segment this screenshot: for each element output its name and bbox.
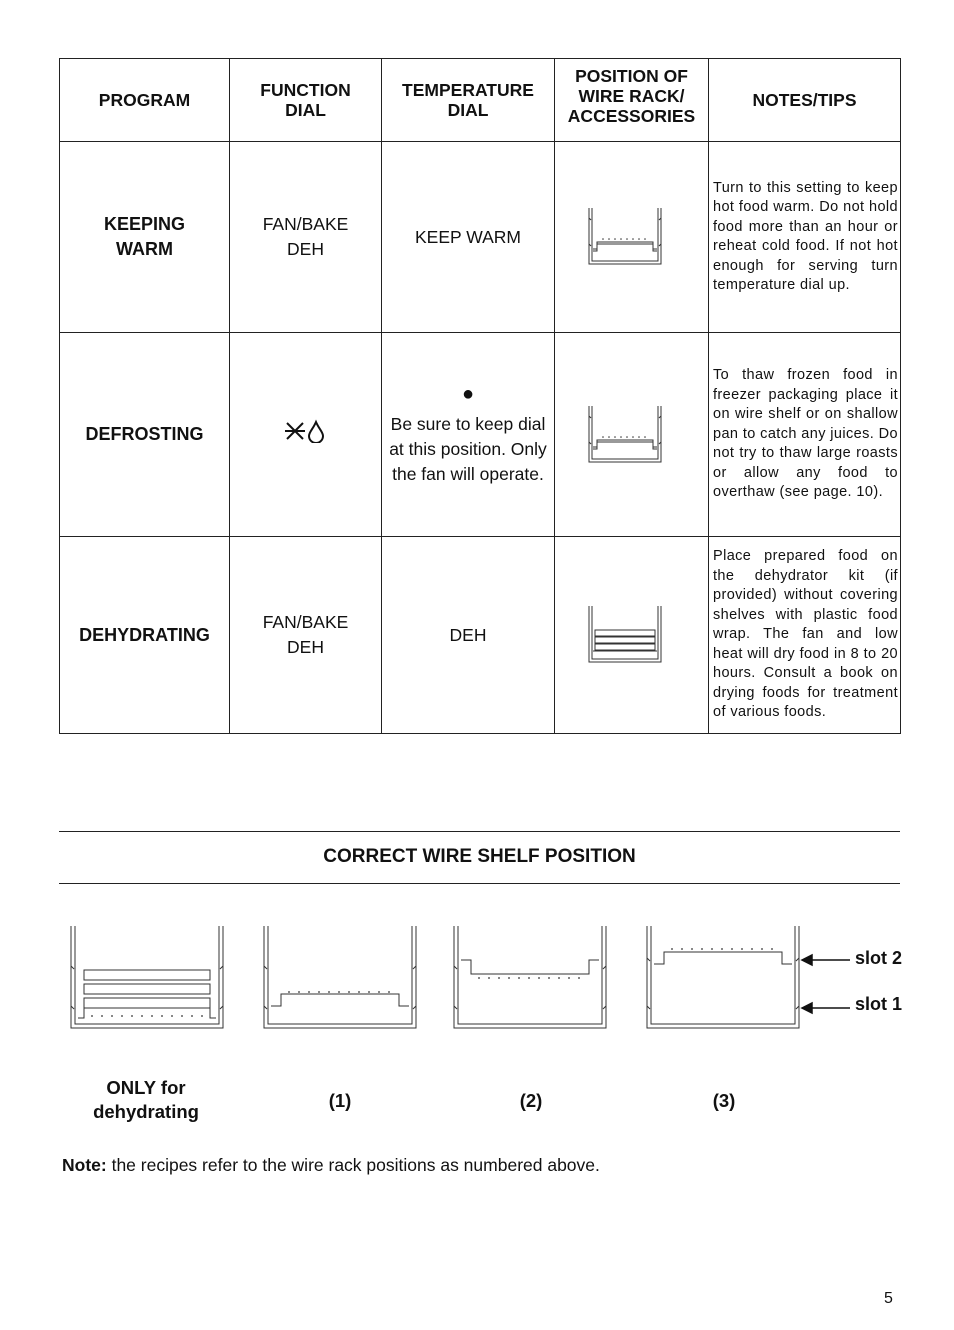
- slot-2-label: slot 2: [855, 948, 903, 968]
- function-dial-value: [230, 333, 382, 537]
- header-function-dial: FUNCTION DIAL: [230, 59, 382, 142]
- rack-position-2-diagram: [451, 922, 609, 1034]
- temperature-dial-cell: [382, 333, 555, 537]
- caption-dehydrating: ONLY for dehydrating: [93, 1077, 199, 1122]
- defrost-icon: [283, 419, 329, 443]
- slot-1-label: slot 1: [855, 994, 903, 1014]
- notes-text: Turn to this setting to keep hot food warm. Do not hold food more than an hour or reheat cold food. If not hot enough for serving turn temperature dial up.: [709, 142, 901, 333]
- caption-position-1: (1): [328, 1090, 352, 1111]
- caption-position-2: (2): [519, 1090, 543, 1111]
- slot-arrows: [798, 950, 854, 1016]
- note-text: the recipes refer to the wire rack positions as numbered above.: [106, 1155, 600, 1175]
- table-row: [60, 537, 901, 734]
- function-dial-value: FAN/BAKE DEH: [230, 537, 382, 734]
- oven-rack-low-icon: [585, 404, 665, 466]
- temperature-dial-value: DEH: [382, 537, 555, 734]
- function-dial-value: FAN/BAKE DEH: [230, 142, 382, 333]
- section-title: CORRECT WIRE SHELF POSITION: [323, 846, 636, 867]
- rack-position-diagram: [555, 537, 709, 734]
- rack-position-1-diagram: [261, 922, 419, 1034]
- table-row: [60, 333, 901, 537]
- arrow-left-icon: [802, 955, 812, 965]
- table-row: [60, 142, 901, 333]
- oven-dehydrator-rack-icon: [585, 604, 665, 666]
- temperature-dial-value: KEEP WARM: [382, 142, 555, 333]
- program-table: [59, 58, 901, 734]
- note-paragraph: [62, 1155, 600, 1176]
- program-name: KEEPING WARM: [60, 142, 230, 333]
- header-position: POSITION OF WIRE RACK/ ACCESSORIES: [555, 59, 709, 142]
- section-divider-bottom: [59, 883, 900, 884]
- notes-text: Place prepared food on the dehydrator kit (if provided) without covering shelves with plastic food wrap. The fan and low heat will dry food in 8 to 20 hours. Consult a book on drying foods for treatment of various foods.: [709, 537, 901, 734]
- note-label: Note:: [62, 1155, 107, 1175]
- arrow-left-icon: [802, 1003, 812, 1013]
- section-divider-top: [59, 831, 900, 832]
- notes-text: To thaw frozen food in freezer packaging place it on wire shelf or on shallow pan to catch any juices. Do not try to thaw large roasts or allow any food to overthaw (see page. 10).: [709, 333, 901, 537]
- dial-position-dot: ●: [461, 383, 475, 405]
- header-notes: NOTES/TIPS: [709, 59, 901, 142]
- program-name: DEHYDRATING: [60, 537, 230, 734]
- table-header-row: [60, 59, 901, 142]
- temperature-dial-value: Be sure to keep dial at this position. Only the fan will operate.: [389, 414, 547, 484]
- dehydrating-rack-diagram: [68, 922, 226, 1034]
- oven-rack-low-icon: [585, 206, 665, 268]
- page-number: 5: [884, 1290, 893, 1307]
- program-name: DEFROSTING: [60, 333, 230, 537]
- rack-position-diagram: [555, 333, 709, 537]
- caption-position-3: (3): [712, 1090, 736, 1111]
- header-program: PROGRAM: [60, 59, 230, 142]
- rack-position-3-diagram: [644, 922, 802, 1034]
- header-temperature-dial: TEMPERATURE DIAL: [382, 59, 555, 142]
- rack-position-diagram: [555, 142, 709, 333]
